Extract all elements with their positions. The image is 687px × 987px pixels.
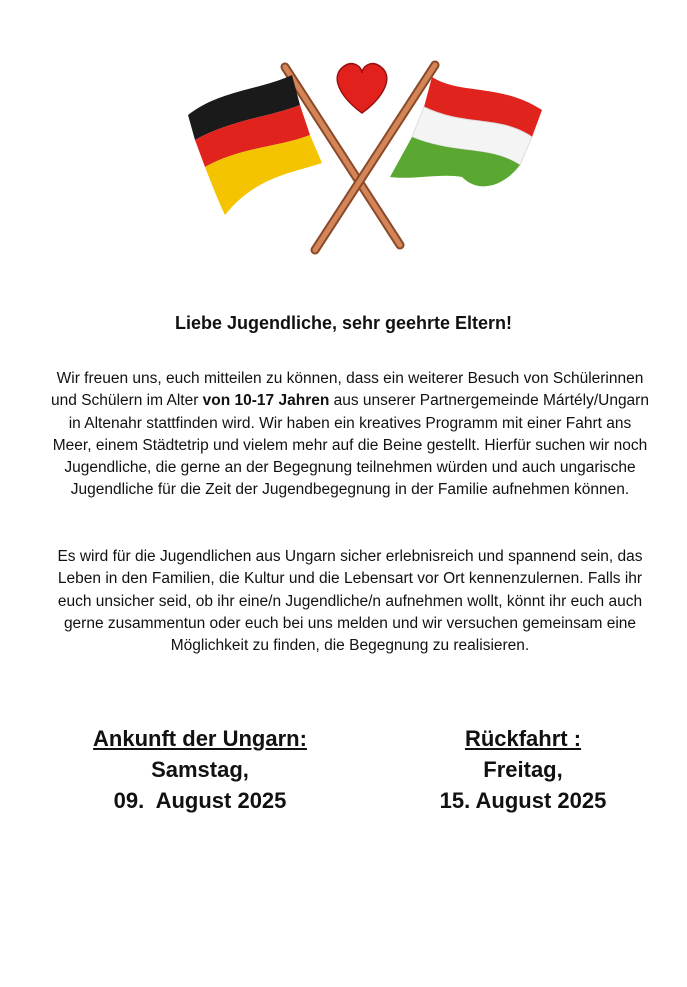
arrival-block xyxy=(60,723,340,816)
departure-day: Freitag, xyxy=(483,757,563,782)
age-range-highlight: von 10-17 Jahren xyxy=(202,392,330,410)
departure-block xyxy=(378,723,668,816)
flags-illustration xyxy=(180,55,550,265)
host-paragraph: Es wird für die Jugendlichen aus Ungarn sicher erlebnisreich und spannend sein, das Leben in den Familien, die Kultur und die Lebensart vor Ort kennenzulernen. Falls ihr euch unsicher seid, ob ihr eine/n Jugendliche/n aufnehmen wollt, könnt ihr euch auch gerne zusammentun oder euch bei uns melden und wir versuchen gemeinsam eine Möglichkeit zu finden, die Begegnung zu realisieren. xyxy=(57,548,643,655)
intro-text-start: Wir freuen uns, euch mitteilen zu können, dass ein weiterer Besuch von Schülerinnen und Schülern im Alter xyxy=(51,370,644,410)
departure-date: 15. August 2025 xyxy=(439,788,607,813)
arrival-title: Ankunft der Ungarn: xyxy=(93,726,307,751)
departure-title: Rückfahrt : xyxy=(464,726,582,751)
intro-paragraph xyxy=(50,368,650,502)
page-heading: Liebe Jugendliche, sehr geehrte Eltern! xyxy=(174,313,513,333)
intro-text-end: aus unserer Partnergemeinde Mártély/Ungarn in Altenahr stattfinden wird. Wir haben ein kreatives Programm mit einer Fahrt ans Meer, einem Städtetrip und vielem mehr auf die Beine gestellt. Hierfür suchen wir noch Jugendliche, die gerne an der Begegnung teilnehmen würden und auch ungarische Jugendliche für die Zeit der Jugendbegegnung in der Familie aufnehmen können. xyxy=(52,392,649,499)
arrival-day: Samstag, xyxy=(151,757,249,782)
arrival-date: 09. August 2025 xyxy=(113,788,287,813)
heart-icon xyxy=(337,64,387,113)
